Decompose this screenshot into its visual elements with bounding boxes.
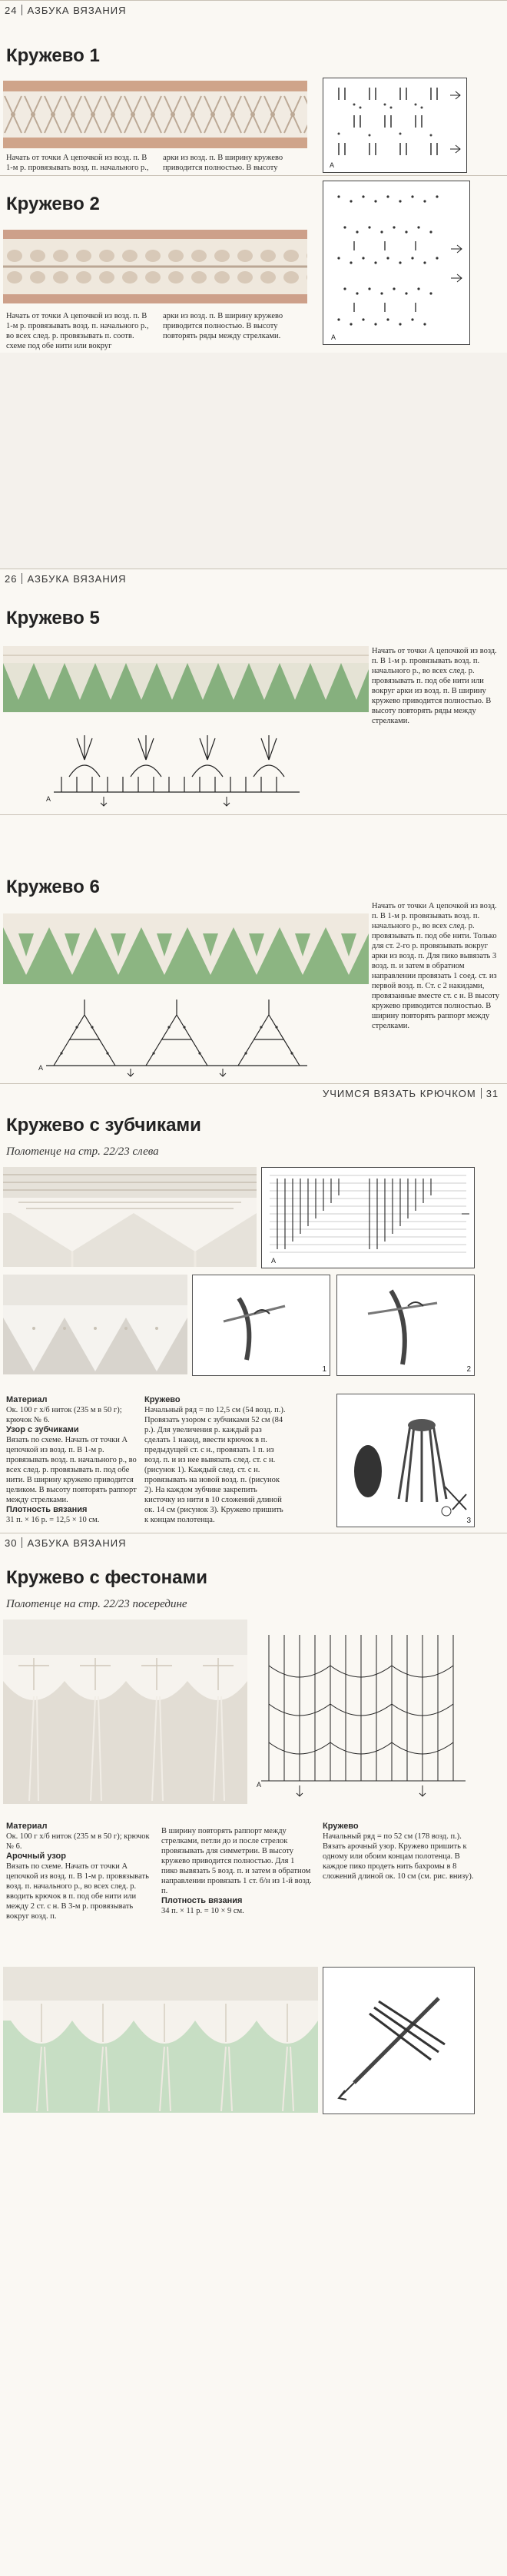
running-head [5,4,126,16]
running-head-text: АЗБУКА ВЯЗАНИЯ [27,572,127,585]
section-toothed-lace [0,1083,507,1391]
towel-photo [3,1167,257,1267]
pattern-text: Вязать по схеме. Начать от точки А цепочкой из возд. п. В 1-м р. провязывать возд. п. начального р., во всех след. р. провязывать п. под обе нити. В ширину кружево приводится целиком. В высоту повторять раппорт между стрелками. [6,1436,137,1504]
section-subtitle: Полотенце на стр. 22/23 посередине [6,1598,187,1610]
section-title: Кружево с фестонами [6,1567,207,1588]
lace-text: Начальный ряд = по 12,5 см (54 возд. п.). Провязать узором с зубчиками 52 см (84 р.). Для увеличения р. каждый раз сделать 1 накид, ввести крючок в п. предыдущей ст. с н., провязать 1 п. из возд. п. и из нее вывязать след. ст. с н. (рисунок 1). Каждый след. ст. с н. провязывать на новой возд. п. (рисунок 2). На каждом зубчике закрепить кисточку из нити в 10 сложений длиной ок. 14 см (рисунок 3). Кружево пришить к концам полотенца. [144,1406,286,1524]
stitch-diagram [46,723,307,807]
lace-block [144,1395,287,1525]
section-lace-1 [0,0,507,176]
lace-closeup-photo [3,1275,187,1374]
page-number: 31 [485,1087,499,1099]
section-title: Кружево 2 [6,194,100,214]
lace-text: Начальный ряд = по 52 см (178 возд. п.). Вязать арочный узор. Кружево пришить к одному или обоим концам полотенца. В каждое пико продеть нить бахромы в 8 сложений длиной ок. 10 см (см. рис. внизу). [323,1832,474,1881]
instructions-right: арки из возд. п. В ширину кружево приводится полностью. В высоту повторять ряды между стрелками. [163,312,283,340]
step-illustration-1 [192,1275,330,1376]
lace-photo [3,230,307,303]
pattern-text: Вязать по схеме. Начать от точки А цепочкой из возд. п. В 1-м р. провязывать возд. п. начального р., во всех след. р. вводить крючок в п. под обе нити или между 2 ст. с н. В 3-м р. провязывать вокруг возд. п. [6,1862,149,1921]
lace-photo [3,81,307,148]
material-text: Ок. 100 г х/б ниток (235 м в 50 г); крючок № 6. [6,1406,122,1424]
repeat-text: В ширину повторять раппорт между стрелками, петли до и после стрелок провязывать для симметрии. В высоту кружево приводится полностью. Для 1 пико вывязать 5 возд. п. и затем в обратном направлении провязать 1 ст. б/н из 1-й возд. п. [161,1827,312,1895]
instructions-right: арки из возд. п. В ширину кружево приводится полностью. В высоту [163,154,283,172]
step-number: 3 [466,1517,471,1525]
density-text: 34 п. × 11 р. = 10 × 9 см. [161,1907,244,1915]
pattern-heading: Узор с зубчиками [6,1425,79,1434]
lace-heading: Кружево [323,1822,359,1831]
running-head [5,1537,126,1549]
lace-heading: Кружево [144,1395,181,1404]
density-heading: Плотность вязания [161,1896,243,1905]
density-heading: Плотность вязания [6,1505,88,1514]
stitch-diagram [38,992,315,1078]
material-heading: Материал [6,1822,48,1831]
lace-photo [3,646,369,712]
running-head-text: АЗБУКА ВЯЗАНИЯ [27,1537,127,1549]
running-head [323,1087,499,1099]
instructions: Начать от точки А цепочкой из возд. п. В 1-м р. провязывать возд. п. начального р., во всех след. р. провязывать п. под обе нити или вокруг арки из возд. п. В ширину кружево приводится полностью. В высоту повторять ряды между стрелками. [372,647,497,725]
section-lace-5 [0,569,507,815]
materials-block [6,1395,138,1525]
section-lace-2 [0,175,507,353]
density-text: 31 п. × 16 р. = 12,5 × 10 см. [6,1516,100,1524]
instructions-left: Начать от точки А цепочкой из возд. п. В 1-м р. провязывать возд. п. начального р., во всех след. р. провязывать п. соотв. схеме под обе нити или вокруг [6,312,149,350]
page-number: 30 [5,1537,18,1549]
step-number: 2 [466,1365,471,1374]
running-head-text: УЧИМСЯ ВЯЗАТЬ КРЮЧКОМ [323,1087,476,1099]
step-illustration-3 [336,1394,475,1527]
section-toothed-lace-text [0,1391,507,1533]
step-illustration-2 [336,1275,475,1376]
chart-diagram [261,1167,475,1268]
stitch-diagram [323,181,470,345]
stitch-diagram [323,78,467,173]
section-scalloped-lace-photos [0,1959,507,2576]
materials-block [6,1822,151,1921]
diagram-start-label: A [38,1064,44,1072]
lace-fringe-photo [3,1967,318,2113]
running-head [5,572,126,585]
stitch-diagram [254,1620,473,1804]
repeat-block [161,1826,312,1916]
fringe-illustration [323,1967,475,2114]
section-scalloped-lace [0,1533,507,1818]
running-head-text: АЗБУКА ВЯЗАНИЯ [27,4,127,16]
towel-photo [3,1620,247,1804]
instructions-left: Начать от точки А цепочкой из возд. п. В 1-м р. провязывать возд. п. начального р., [6,154,149,172]
section-subtitle: Полотенце на стр. 22/23 слева [6,1145,159,1158]
diagram-start-label: A [331,333,336,341]
step-number: 1 [322,1365,326,1374]
section-scalloped-lace-text [0,1817,507,1959]
material-heading: Материал [6,1395,48,1404]
diagram-start-label: A [46,795,51,803]
section-title: Кружево 1 [6,45,100,66]
section-title: Кружево 6 [6,877,100,897]
diagram-start-label: A [257,1781,262,1789]
diagram-start-label: A [330,161,335,169]
page-number: 24 [5,4,18,16]
section-title: Кружево с зубчиками [6,1115,201,1135]
pattern-heading: Арочный узор [6,1852,66,1861]
lace-photo [3,913,369,984]
lace-block [323,1822,476,1881]
section-title: Кружево 5 [6,608,100,628]
diagram-start-label: A [271,1257,277,1265]
material-text: Ок. 100 г х/б ниток (235 м в 50 г); крючок № 6. [6,1832,150,1851]
instructions: Начать от точки А цепочкой из возд. п. В 1-м р. провязывать возд. п. начального р., во всех след. р. провязывать п. под обе нити. Только для ст. 2-го р. провязывать вокруг арки из возд. п. Для пико вывязать 3 возд. п. и затем в обратном направлении провязать 1 соед. ст. из первой возд. п. Ст. с 2 накидами, провязанные вместе ст. с н. В высоту кружево приводится полностью. В ширину повторять раппорт между стрелками. [372,902,500,1030]
section-lace-6 [0,814,507,1084]
page-number: 26 [5,572,18,585]
